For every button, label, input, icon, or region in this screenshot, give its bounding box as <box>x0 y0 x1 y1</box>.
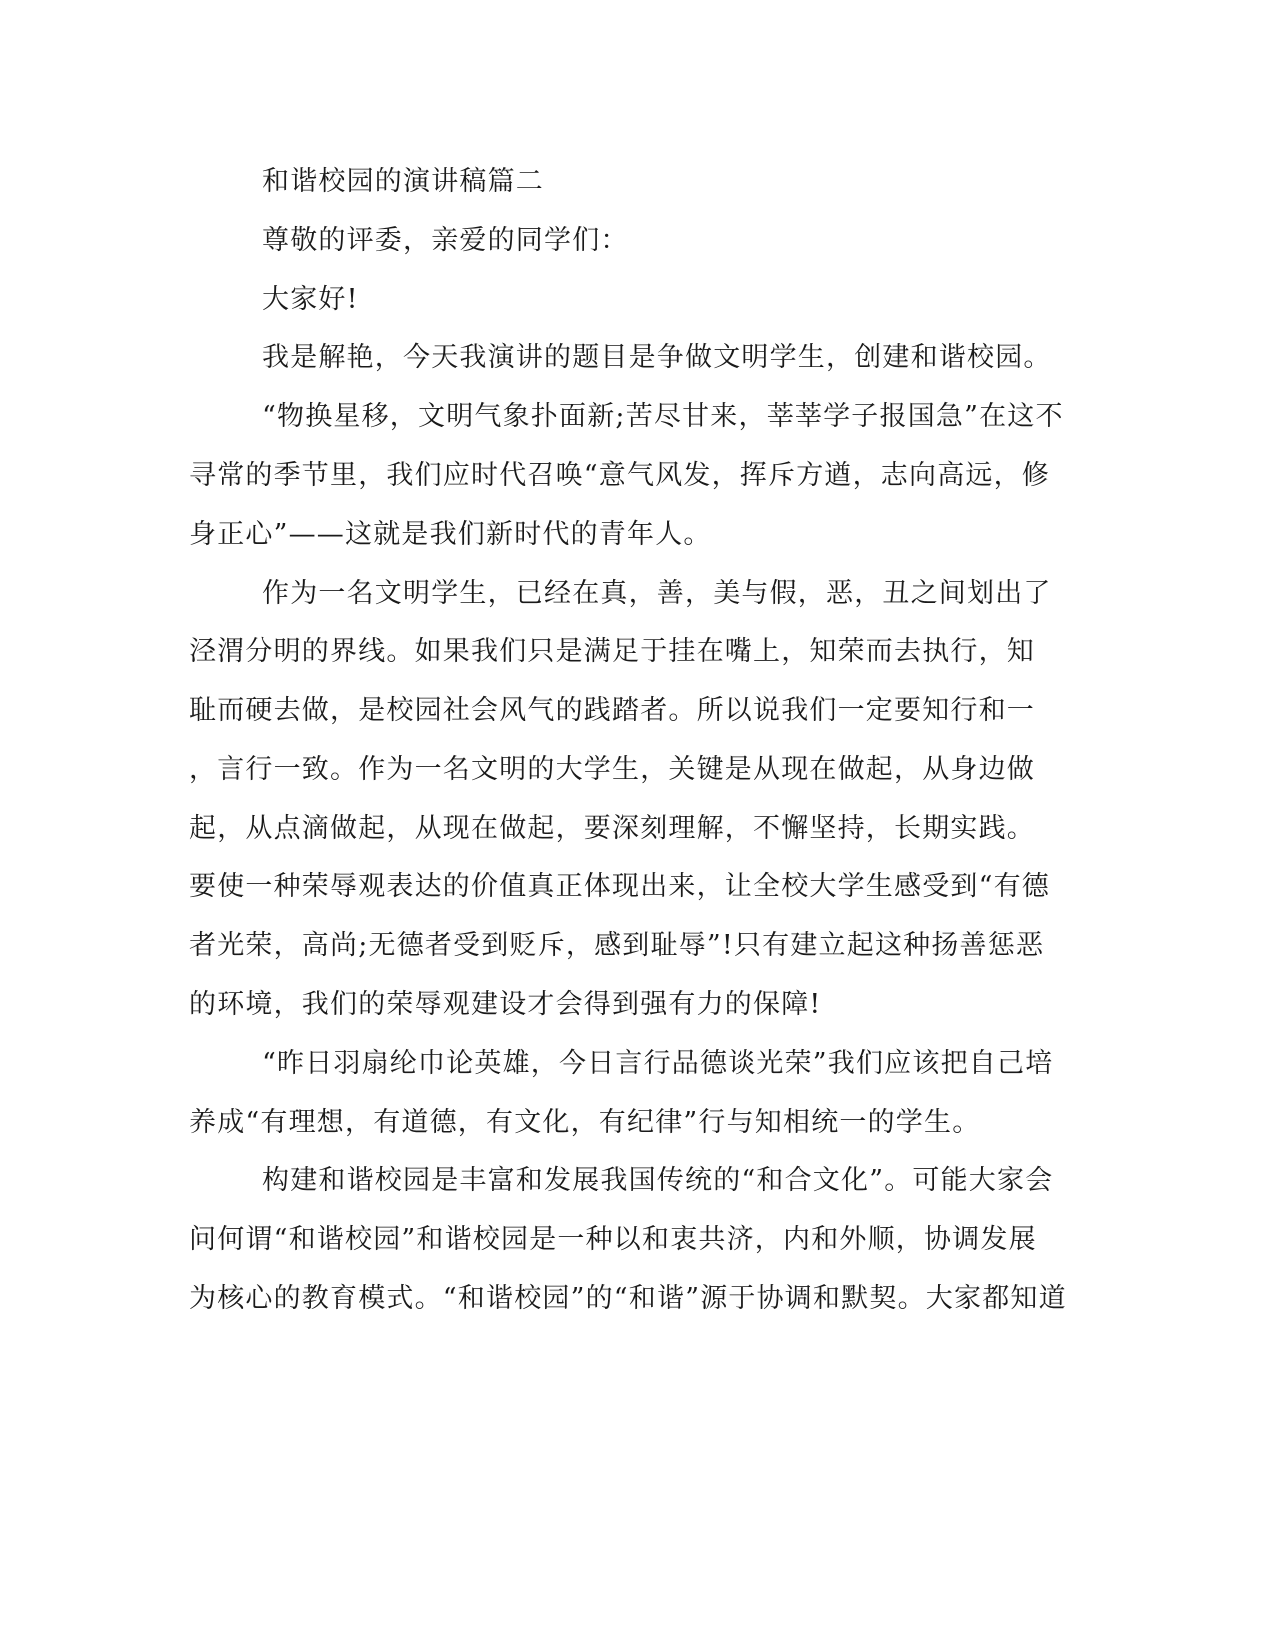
text-line: 养成“有理想，有道德，有文化，有纪律”行与知相统一的学生。 <box>189 1107 981 1138</box>
text-line: “昨日羽扇纶巾论英雄，今日言行品德谈光荣”我们应该把自己培 <box>262 1048 1054 1079</box>
text-line: 问何谓“和谐校园”和谐校园是一种以和衷共济，内和外顺，协调发展 <box>189 1224 1037 1255</box>
text-line: 为核心的教育模式。“和谐校园”的“和谐”源于协调和默契。大家都知道 <box>189 1283 1067 1314</box>
text-line: 泾渭分明的界线。如果我们只是满足于挂在嘴上，知荣而去执行，知 <box>189 636 1035 667</box>
text-line: 耻而硬去做，是校园社会风气的践踏者。所以说我们一定要知行和一 <box>189 695 1035 726</box>
text-line: “物换星移，文明气象扑面新;苦尽甘来，莘莘学子报国急”在这不 <box>262 401 1064 432</box>
text-line: 的环境，我们的荣辱观建设才会得到强有力的保障! <box>189 989 822 1020</box>
greeting-line: 大家好! <box>262 284 359 315</box>
text-line: 身正心”——这就是我们新时代的青年人。 <box>189 519 712 550</box>
document-title: 和谐校园的演讲稿篇二 <box>262 166 544 197</box>
text-line: 者光荣，高尚;无德者受到贬斥，感到耻辱”!只有建立起这种扬善惩恶 <box>189 930 1045 961</box>
text-line: 要使一种荣辱观表达的价值真正体现出来，让全校大学生感受到“有德 <box>189 871 1051 902</box>
text-line: 起，从点滴做起，从现在做起，要深刻理解，不懈坚持，长期实践。 <box>189 813 1035 844</box>
text-line: 我是解艳，今天我演讲的题目是争做文明学生，创建和谐校园。 <box>262 342 1052 373</box>
salutation-line: 尊敬的评委，亲爱的同学们： <box>262 225 629 256</box>
text-line: 构建和谐校园是丰富和发展我国传统的“和合文化”。可能大家会 <box>262 1165 1054 1196</box>
text-line: 寻常的季节里，我们应时代召唤“意气风发，挥斥方遒，志向高远，修 <box>189 460 1051 491</box>
text-line: ，言行一致。作为一名文明的大学生，关键是从现在做起，从身边做 <box>189 754 1035 785</box>
text-line: 作为一名文明学生，已经在真，善，美与假，恶，丑之间划出了 <box>262 578 1052 609</box>
